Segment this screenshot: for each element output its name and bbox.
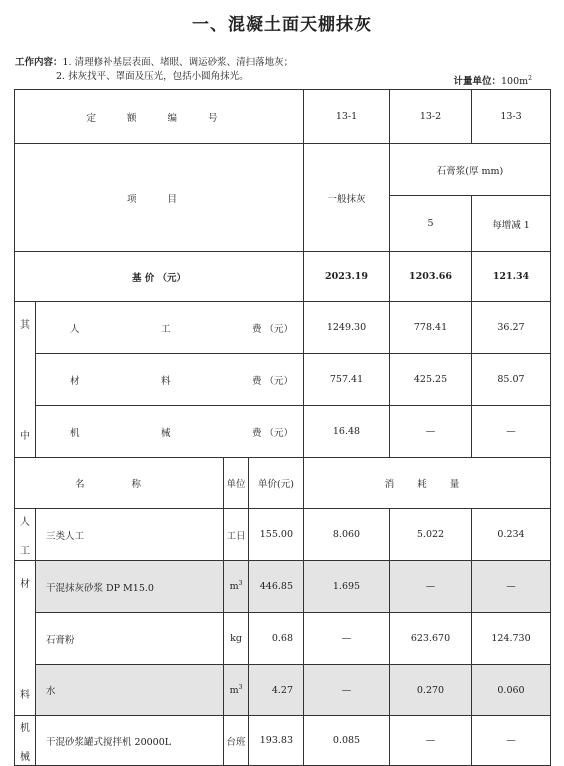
gypsum-sub: 每增减 1 [472, 196, 551, 252]
resource-unit: 台班 [224, 716, 249, 766]
resource-unit: 工日 [224, 509, 249, 561]
cost-value: 778.41 [390, 302, 472, 354]
resource-value: — [390, 716, 472, 766]
col1-name: 一般抹灰 [304, 144, 390, 252]
name-label: 名 称 [74, 479, 164, 490]
gypsum-header: 石膏浆(厚 mm) [390, 144, 551, 196]
quota-number-row [15, 90, 551, 144]
cost-label-a: 人 [70, 323, 80, 335]
material-row [15, 665, 551, 716]
resource-name: 干混砂浆罐式搅拌机 20000L [36, 716, 224, 766]
resource-price: 155.00 [249, 509, 304, 561]
cost-label-c: 费 （元） [251, 375, 293, 387]
resource-unit: $m^3$ [224, 561, 249, 613]
resource-value: 0.085 [304, 716, 390, 766]
cost-label-b: 工 [160, 323, 171, 335]
labor-row [15, 509, 551, 561]
resource-name: 水 [36, 665, 224, 716]
resource-value: 0.060 [472, 665, 551, 716]
quota-number-label: 定 额 编 号 [86, 112, 232, 124]
cost-value: 1249.30 [304, 302, 390, 354]
base-price-label: 基 价 （元） [131, 272, 187, 284]
work-content [15, 56, 293, 84]
machine-category: 机 械 [15, 716, 36, 766]
cost-label-b: 械 [160, 427, 171, 439]
resource-value: 124.730 [472, 613, 551, 665]
page-title: 一、混凝土面天棚抹灰 [192, 15, 372, 35]
unit-sup: 2 [528, 74, 532, 82]
resource-price: 4.27 [249, 665, 304, 716]
item-header-row [15, 144, 551, 196]
consumption-label: 消 耗 量 [384, 479, 470, 490]
resource-value: — [304, 613, 390, 665]
measurement-unit [454, 73, 533, 87]
cost-value: 36.27 [472, 302, 551, 354]
among-cell [15, 302, 36, 458]
labor-category: 人 工 [15, 509, 36, 561]
base-price-value: 2023.19 [304, 252, 390, 302]
cost-row-labor [15, 302, 551, 354]
work-content-line2: 2. 抹灰找平、罩面及压光，包括小圆角抹光。 [56, 71, 249, 82]
unit-label: 计量单位： [453, 76, 502, 87]
code-cell: 13-3 [472, 90, 551, 144]
cost-value: — [390, 406, 472, 458]
cost-value: 16.48 [304, 406, 390, 458]
resource-value: 623.670 [390, 613, 472, 665]
resource-price: 446.85 [249, 561, 304, 613]
resource-name: 三类人工 [36, 509, 224, 561]
resource-unit: kg [224, 613, 249, 665]
among-top: 其 [20, 320, 30, 331]
resource-name: 干混抹灰砂浆 DP M15.0 [36, 561, 224, 613]
work-content-line1: 1. 清理修补基层表面、堵眼、调运砂浆、清扫落地灰； [62, 57, 294, 68]
resource-value: 1.695 [304, 561, 390, 613]
material-category: 材 料 [15, 561, 36, 716]
code-cell: 13-1 [304, 90, 390, 144]
unit-price-header: 单价(元) [249, 458, 304, 509]
resource-unit: $m^3$ [224, 665, 249, 716]
among-bottom: 中 [20, 431, 30, 442]
cost-label-c: 费 （元） [251, 323, 293, 335]
material-row [15, 561, 551, 613]
work-content-label: 工作内容： [15, 57, 63, 68]
resource-value: — [390, 561, 472, 613]
cost-value: 757.41 [304, 354, 390, 406]
cost-row-material [15, 354, 551, 406]
cost-label-b: 料 [160, 375, 171, 387]
cost-value: 425.25 [390, 354, 472, 406]
resource-value: — [304, 665, 390, 716]
cost-label-a: 机 [70, 427, 80, 439]
cost-value: — [472, 406, 551, 458]
unit-value: 100m [501, 76, 529, 87]
quota-table [14, 89, 551, 766]
cost-label-a: 材 [70, 375, 80, 387]
base-price-value: 121.34 [472, 252, 551, 302]
item-label: 项 目 [126, 193, 192, 205]
base-price-row [15, 252, 551, 302]
resource-price: 193.83 [249, 716, 304, 766]
resource-value: 8.060 [304, 509, 390, 561]
resource-value: 5.022 [390, 509, 472, 561]
resource-value: 0.270 [390, 665, 472, 716]
machine-row [15, 716, 551, 766]
unit-header: 单位 [224, 458, 249, 509]
material-row [15, 613, 551, 665]
resource-value: — [472, 716, 551, 766]
resource-value: 0.234 [472, 509, 551, 561]
resource-price: 0.68 [249, 613, 304, 665]
code-cell: 13-2 [390, 90, 472, 144]
cost-label-c: 费 （元） [251, 427, 293, 439]
base-price-value: 1203.66 [390, 252, 472, 302]
resource-name: 石膏粉 [36, 613, 224, 665]
cost-value: 85.07 [472, 354, 551, 406]
consumption-header-row [15, 458, 551, 509]
cost-row-machine [15, 406, 551, 458]
resource-value: — [472, 561, 551, 613]
gypsum-sub: 5 [390, 196, 472, 252]
